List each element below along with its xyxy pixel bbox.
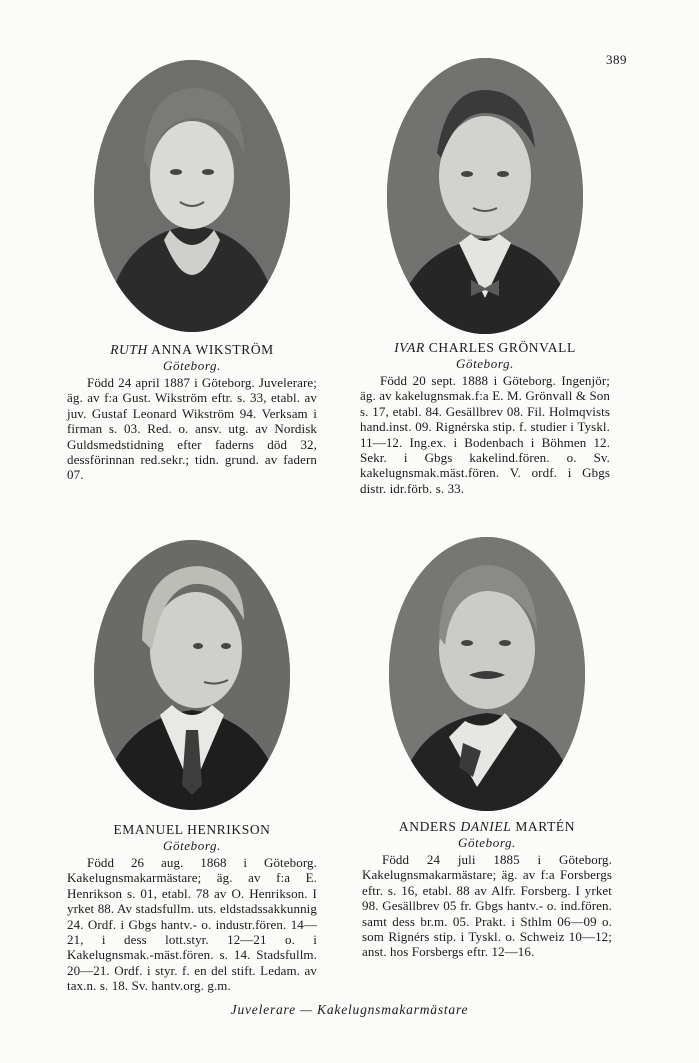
person-city: Göteborg. [163,838,221,853]
portrait-photo [387,58,583,334]
biography-entry [67,60,317,483]
biography-entry [360,58,610,496]
person-city: Göteborg. [456,356,514,371]
person-biography: Född 24 juli 1885 i Göteborg. Kakelugnsmakarmästare; äg. av f:a Forsbergs eftr. s. 16, etabl. 88 av Alfr. Forsberg. I yrket 98. Gesällbrev 05 fr. Gbgs hantv.- o. ind.fören. samt dess br.m. 05. Prakt. i Sthlm 06—09 o. som Rignérs stip. i Tyskl. o. Schweiz 10—12; anst. hos Forsbergs eftr. 12—16. [362,852,612,960]
person-name: IVAR CHARLES GRÖNVALL [394,340,576,355]
person-name: RUTH ANNA WIKSTRÖM [110,342,274,357]
portrait-man-icon [387,58,583,334]
page-number: 389 [606,52,627,67]
person-name: ANDERS DANIEL MARTÉN [398,819,576,834]
portrait-man-icon [389,537,585,811]
portrait-woman-icon [94,60,290,332]
person-city: Göteborg. [458,835,516,850]
person-biography: Född 24 april 1887 i Göteborg. Juvelerare; äg. av f:a Gust. Wikström eftr. s. 33, etabl. av juv. Gustaf Leonard Wikström 94. Verksam i firman s. 03. Red. o. ansv. utg. av Nordisk Guldsmedstidning efter faderns död 32, dessförinnan red.sekr.; tidn. grund. av fadern 07. [67,375,317,483]
portrait-photo [389,537,585,811]
person-city: Göteborg. [163,358,221,373]
person-name: EMANUEL HENRIKSON [113,822,271,837]
portrait-photo [94,540,290,810]
biography-entry [362,537,612,960]
person-biography: Född 20 sept. 1888 i Göteborg. Ingenjör; äg. av kakelugnsmak.f:a E. M. Grönvall & Son s. 17, etabl. 84. Gesällbrev 08. Fil. Holmqvists hand.inst. 09. Rignérska stip. f. studier i Tyskl. 11—12. Ing.ex. i Bodenbach i Böhmen 12. Sekr. i Gbgs kakelind.fören. o. Sv. kakelugnsmak.mäst.fören. V. ordf. i Gbgs distr. idr.förb. s. 33. [360,373,610,496]
portrait-photo [94,60,290,332]
portrait-man-icon [94,540,290,810]
person-biography: Född 26 aug. 1868 i Göteborg. Kakelugnsmakarmästare; äg. av f:a E. Henrikson s. 01, etabl. 78 av O. Henrikson. I yrket 88. Av stadsfullm. uts. eldstadssakkunnig 24. Ordf. i Gbgs hantv.- o. industr.fören. 14—21, i dess lott.styr. 12—21 o. i Kakelugnsmak.-mäst.fören. s. 14. Stadsfullm. 20—21. Ordf. i styr. f. en del stift. Ledam. av tax.n. s. 18. Sv. hantv.org. g.m. [67,855,317,994]
biography-entry [67,540,317,994]
page-footer: Juvelerare — Kakelugnsmakarmästare [230,1002,469,1017]
